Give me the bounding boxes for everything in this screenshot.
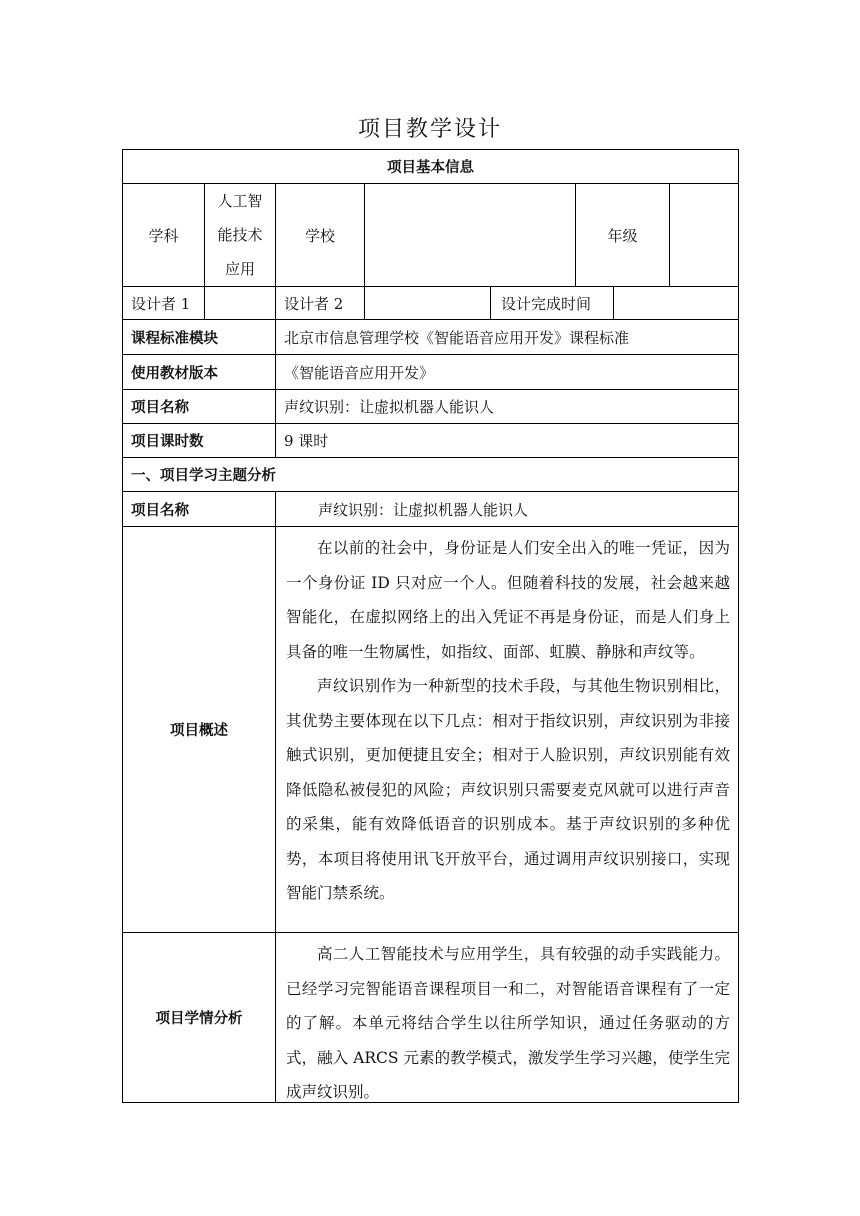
school-label: 学校: [276, 184, 365, 286]
page-title: 项目教学设计: [357, 117, 502, 142]
subject-row: [122, 184, 739, 287]
overview-row: [122, 527, 739, 933]
section-analysis: 一、项目学习主题分析: [131, 468, 276, 484]
subject-value-line: 人工智: [217, 192, 263, 210]
analysis-name-row: [122, 492, 739, 527]
subject-label: 学科: [123, 184, 205, 286]
designer1-value: [205, 287, 276, 319]
standard-value: 北京市信息管理学校《智能语音应用开发》课程标准: [284, 328, 630, 347]
project-name-label: 项目名称: [123, 390, 276, 423]
project-name-row: [122, 390, 739, 424]
overview-paragraph: 声纹识别作为一种新型的技术手段，与其他生物识别相比，其优势主要体现在以下几点：相对于指纹识别，声纹识别为非接触式识别，更加便捷且安全；相对于人脸识别，声纹识别能有效降低隐私被侵犯的风险；声纹识别只需要麦克风就可以进行声音的采集，能有效降低语音的识别成本。基于声纹识别的多种优势，本项目将使用讯飞开放平台，通过调用声纹识别接口，实现智能门禁系统。: [286, 677, 730, 902]
textbook-row: [122, 355, 739, 390]
designer-row: [122, 287, 739, 320]
grade-value: [670, 184, 738, 286]
finish-time-value: [614, 287, 738, 319]
project-name-value: 声纹识别：让虚拟机器人能识人: [284, 398, 495, 416]
hours-label: 项目课时数: [123, 424, 276, 457]
finish-time-label: 设计完成时间: [491, 287, 614, 319]
hours-value: 9 课时: [284, 432, 329, 450]
analysis-name-value: 声纹识别：让虚拟机器人能识人: [318, 500, 529, 519]
learner-paragraph: 高二人工智能技术与应用学生，具有较强的动手实践能力。已经学习完智能语音课程项目一和二，对智能语音课程有了一定的了解。本单元将结合学生以往所学知识，通过任务驱动的方式，融入 ARCS 元素的教学模式，激发学生学习兴趣，使学生完成声纹识别。: [286, 945, 730, 1101]
designer2-label: 设计者 2: [276, 287, 365, 319]
overview-label: 项目概述: [123, 527, 276, 932]
standard-label: 课程标准模块: [123, 320, 276, 354]
learner-label: 项目学情分析: [123, 933, 276, 1102]
section-basic-info: 项目基本信息: [387, 160, 474, 176]
analysis-header-row: [122, 458, 739, 492]
textbook-value: 《智能语音应用开发》: [284, 363, 435, 382]
designer2-value: [365, 287, 491, 319]
overview-content: [276, 527, 738, 932]
design-table: [122, 149, 739, 1103]
analysis-name-label: 项目名称: [123, 492, 276, 526]
basic-info-header-row: [122, 149, 739, 184]
subject-value: [205, 184, 276, 286]
learner-content: [276, 933, 738, 1102]
standard-row: [122, 320, 739, 355]
textbook-label: 使用教材版本: [123, 355, 276, 389]
learner-row: [122, 933, 739, 1103]
designer1-label: 设计者 1: [123, 287, 205, 319]
hours-row: [122, 424, 739, 458]
overview-paragraph: 在以前的社会中，身份证是人们安全出入的唯一凭证，因为一个身份证 ID 只对应一个人。但随着科技的发展，社会越来越智能化，在虚拟网络上的出入凭证不再是身份证，而是人们身上具备的唯一生物属性，如指纹、面部、虹膜、静脉和声纹等。: [286, 539, 730, 661]
subject-value-line: 应用: [224, 260, 255, 278]
school-value: [365, 184, 576, 286]
subject-value-line: 能技术: [217, 226, 263, 244]
grade-label: 年级: [576, 184, 670, 286]
